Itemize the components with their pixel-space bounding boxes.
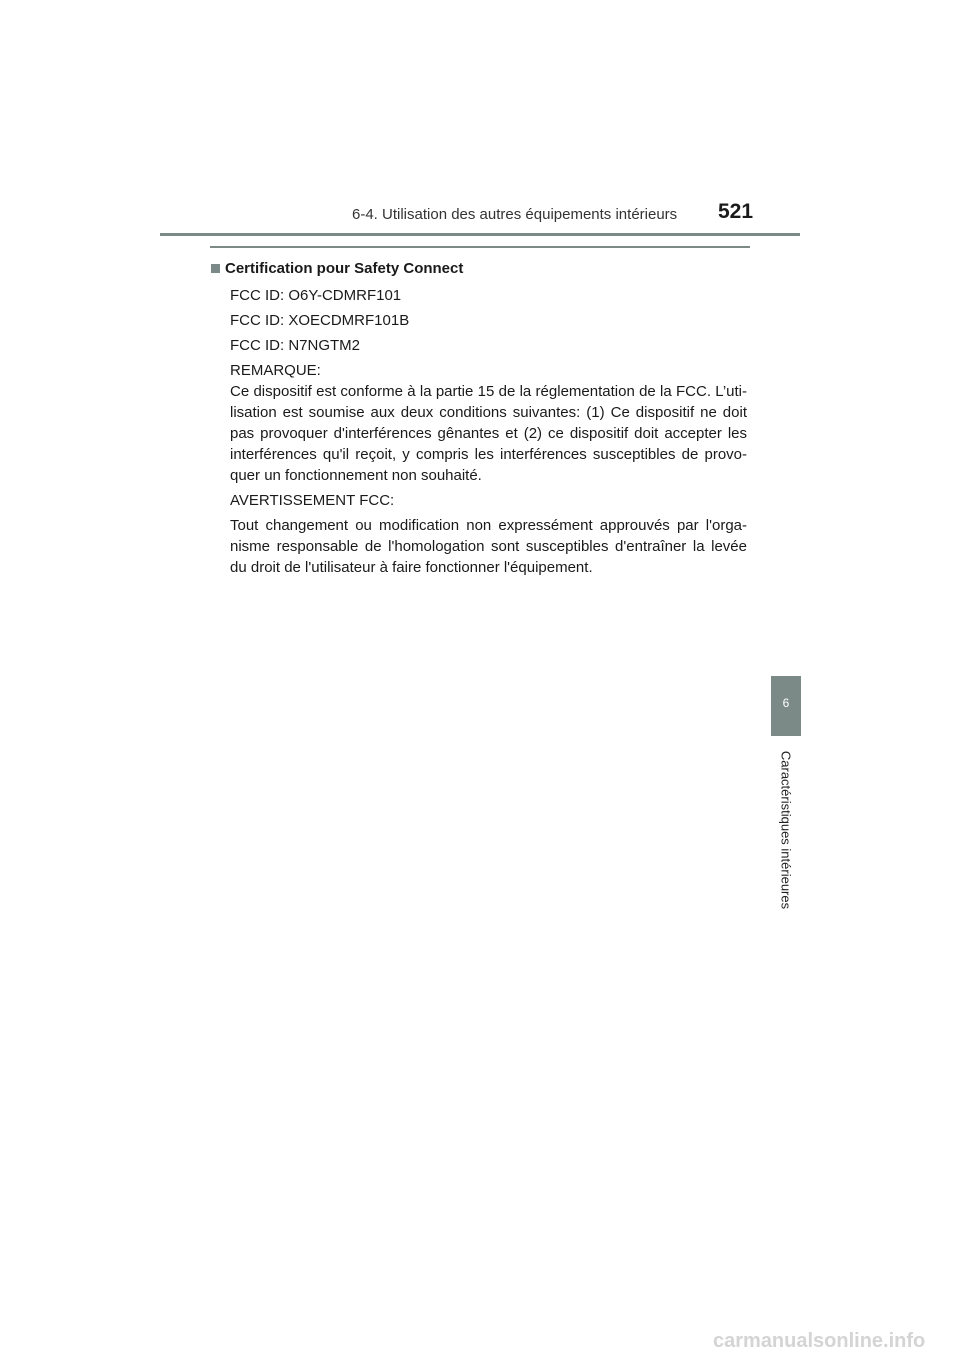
section-content xyxy=(211,258,747,582)
chapter-number: 6 xyxy=(782,696,790,710)
header-title: 6-4. Utilisation des autres équipements intérieurs xyxy=(352,206,678,223)
fcc-id-line: FCC ID: XOECDMRF101B xyxy=(230,312,410,329)
remarque-label: REMARQUE: xyxy=(230,362,321,379)
remarque-text: Ce dispositif est conforme à la partie 15 de la réglementation de la FCC. L’uti-lisation est soumise aux deux conditions suivantes: (1) Ce dispositif ne doit pas provoquer d'interférences gênantes et (2) ce dispositif doit accepter les interférences qu'il reçoit, y compris les interférences susceptibles de provo-quer un fonctionnement non souhaité. xyxy=(230,383,747,484)
avertissement-text: Tout changement ou modification non expressément approuvés par l'orga-nisme responsable de l'homologation sont susceptibles d'entraîner la levée du droit de l'utilisateur à faire fonctionner l'équipement. xyxy=(230,517,747,576)
header-rule xyxy=(160,233,800,236)
chapter-tab xyxy=(771,676,801,736)
fcc-id-line: FCC ID: N7NGTM2 xyxy=(230,337,361,354)
section-rule xyxy=(210,246,750,248)
section-title: Certification pour Safety Connect xyxy=(225,260,464,277)
section-body xyxy=(211,285,747,578)
page-number: 521 xyxy=(718,200,754,223)
watermark: carmanualsonline.info xyxy=(713,1330,926,1352)
chapter-label: Caractéristiques intérieures xyxy=(778,750,794,910)
section-heading xyxy=(211,258,747,279)
avertissement-label: AVERTISSEMENT FCC: xyxy=(230,492,395,509)
square-bullet-icon xyxy=(211,264,220,273)
fcc-id-line: FCC ID: O6Y-CDMRF101 xyxy=(230,287,402,304)
